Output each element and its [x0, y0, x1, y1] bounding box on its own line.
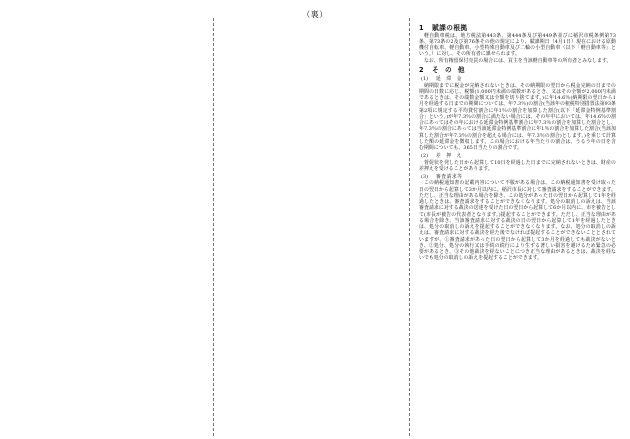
- paragraph: この納税通知書の記載内容について不服がある場合は、この納税通知書を受け取った日の翌日から起算して3か月以内に、稲沢市長に対して審査請求をすることができます。ただし、正当な理由がある場合を除き、この処分があった日の翌日から起算して1年を経過したときは、審査請求をすることができなくなります。処分の取消しの訴えは、当該審査請求に対する裁決の送達を受けた日の翌日から起算して6か月以内に、市を被告として(市長が被告の代表者となります。)提起することができます。ただし、正当な理由がある場合を除き、当該審査請求に対する裁決の日の翌日から起算して1年を経過したときは、処分の取消しの訴えを提起することができなくなります。なお、処分の取消しの訴えは、審査請求に対する裁決を経た後でなければ提起することができないこととされていますが、①審査請求があった日の翌日から起算して3か月を経過しても裁決がないとき、②処分、処分の執行又は手続の続行により生ずる著しい損害を避けるため緊急の必要があるとき、③その他裁決を経ないことにつき正当な理由があるときは、裁決を経ないでも処分の取消しの訴えを提起することができます。: [419, 180, 616, 262]
- notice-content: [419, 22, 616, 262]
- section-title: そ の 他: [432, 65, 467, 74]
- subsection-number: (1): [421, 76, 429, 83]
- subsection-number: (2): [421, 153, 429, 160]
- section-heading-basis: [419, 24, 616, 33]
- page-side-label: （裏）: [302, 10, 328, 19]
- subsection-title: 差 押 え: [435, 153, 464, 160]
- paragraph: 納期限までに税金が完納されないときは、その納期限の翌日から税金完納の日までの期間の日数に応じ、税額(1,000円未満の端数があるとき、又はその全額が2,000円未満であるときは、その端数金額又は全額を切り捨てます。)に年14.6％(納期限の翌日から1月を経過する日までの期間については、年7.3％)の割合(当該年の租税特別措置法第93条第2項に規定する平均貸付割合に年1％の割合を加算した割合(以下「延滞金特例基準割合」という。)が年7.3％の割合に満たない場合には、その年中においては、年14.6％の割合にあってはその年における延滞金特例基準割合に年7.3％の割合を加算した割合とし、年7.3％の割合にあっては当該延滞金特例基準割合に年1％の割合を加算した割合(当該加算した割合が年7.3％の割合を超える場合には、年7.3％の割合)とします。)を乗じて計算した額の延滞金を徴収します。この場合における年当たりの割合は、うるう年の日を含む期間についても、365日当たりの割合です。: [419, 82, 616, 151]
- section-title: 賦課の根拠: [432, 24, 468, 32]
- section-number: 2: [419, 65, 424, 74]
- paragraph: 督促状を発した日から起算して10日を経過した日までに完納されないときは、財産の差押えを受けることがあります。: [419, 159, 616, 172]
- subsection-title: 審査請求等: [435, 174, 463, 180]
- subsection-number: (3): [421, 174, 429, 180]
- section-heading-other: [419, 66, 616, 75]
- fold-line-left: [213, 18, 214, 436]
- subsection-title: 延 滞 金: [435, 76, 464, 83]
- paragraph: 軽自動車税は、地方税法第443条、第444条及び第449条並びに稲沢市税条例第73条、第73条の2及び第76条その他の規定により、賦課期日（4月1日）現在における原動機付自転車、軽自動車、小型特殊自動車及び二輪の小型自動車（以下「軽自動車等」という。）に対し、その所有者に課せられます。: [419, 32, 616, 58]
- section-number: 1: [419, 24, 424, 32]
- fold-line-right: [409, 18, 410, 436]
- paragraph: なお、所有権留保付売買の場合には、買主を当該軽自動車等の所有者とみなします。: [424, 57, 612, 64]
